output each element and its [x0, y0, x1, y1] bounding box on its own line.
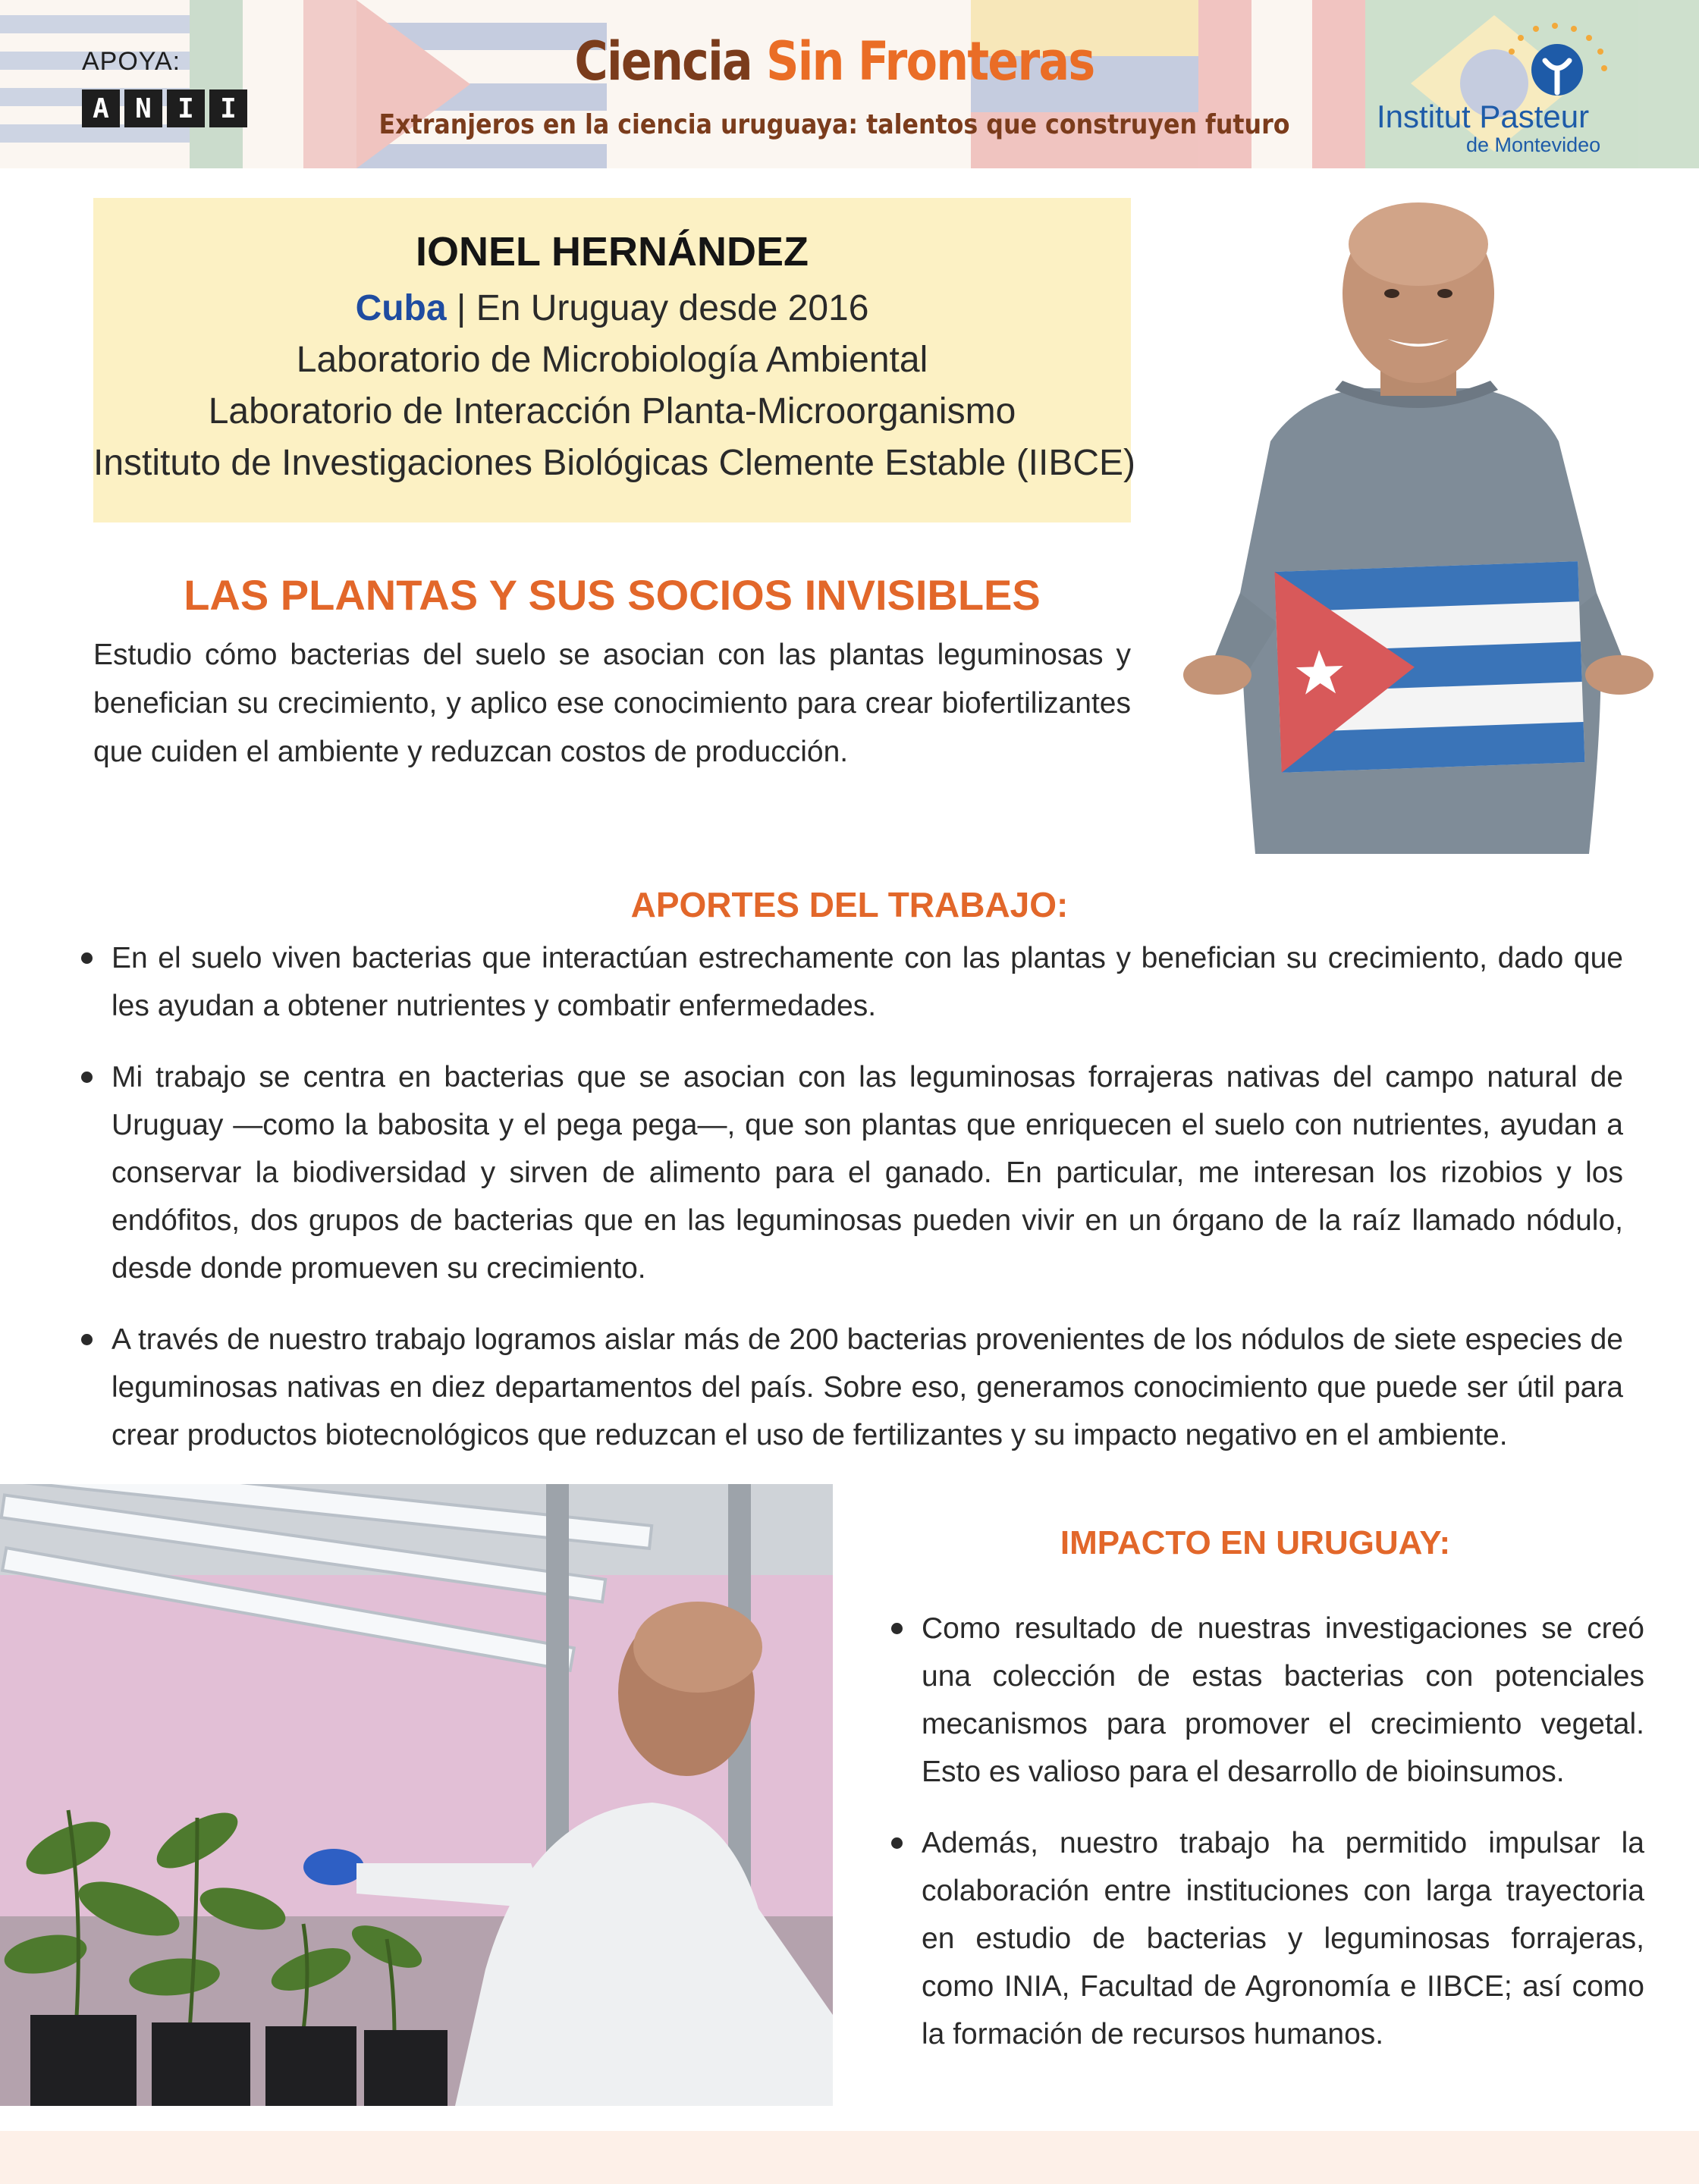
origin-line [93, 287, 1131, 329]
list-item: Como resultado de nuestras investigaciones se creó una colección de estas bacterias con potenciales mecanismos para promover el crecimiento vegetal. Esto es valioso para el desarrollo de bioinsumos. [891, 1605, 1644, 1796]
institution-subname: de Montevideo [1466, 133, 1601, 156]
since-text: En Uruguay desde 2016 [476, 288, 869, 328]
pasteur-emblem-icon [1490, 23, 1627, 106]
aportes-title: APORTES DEL TRABAJO: [630, 885, 1069, 924]
support-label: APOYA: [82, 47, 181, 76]
list-item: A través de nuestro trabajo logramos aislar más de 200 bacterias provenientes de los nódulos de siete especies de leguminosas nativas en diez departamentos del país. Sobre eso, generamos conocimiento que puede ser útil para crear productos biotecnológicos que reduzcan el uso de fertilizantes y su impacto negativo en el ambiente. [81, 1316, 1623, 1459]
aportes-list [81, 934, 1623, 1483]
anii-logo: A N I I [82, 89, 247, 127]
country-name: Cuba [355, 288, 447, 328]
impacto-list [891, 1605, 1644, 2082]
brand-subtitle: Extranjeros en la ciencia uruguaya: talentos que construyen futuro [378, 109, 1290, 140]
institution-name: Institut Pasteur [1377, 99, 1590, 134]
lab-name-2: Laboratorio de Interacción Planta-Microorganismo [208, 391, 1016, 431]
footer-band [0, 2131, 1699, 2184]
header-banner [0, 0, 1699, 168]
list-item: Además, nuestro trabajo ha permitido impulsar la colaboración entre instituciones con larga trayectoria en estudio de bacterias y leguminosas forrajeras, como INIA, Facultad de Agronomía e IIBCE; así como la formación de recursos humanos. [891, 1819, 1644, 2058]
list-item: Mi trabajo se centra en bacterias que se asocian con las leguminosas forrajeras nativas del campo natural de Uruguay —como la babosita y el pega pega—, que son plantas que enriquecen el suelo con nutrientes, ayudan a conservar la biodiversidad y sirven de alimento para el ganado. En particular, me interesan los rizobios y los endófitos, dos grupos de bacterias que en las leguminosas pueden vivir en un órgano de la raíz llamado nódulo, desde donde promueven su crecimiento. [81, 1053, 1623, 1292]
profile-box [93, 198, 1136, 522]
brand-title-word2: Sin Fronteras [766, 30, 1094, 93]
section-title: LAS PLANTAS Y SUS SOCIOS INVISIBLES [184, 571, 1041, 619]
person-name: IONEL HERNÁNDEZ [415, 229, 809, 275]
lab-growth-chamber-photo-icon [0, 1484, 833, 2106]
origin-separator: | [446, 288, 476, 328]
institut-pasteur-logo [1377, 23, 1627, 159]
impacto-title: IMPACTO EN URUGUAY: [1060, 1524, 1451, 1561]
intro-paragraph: Estudio cómo bacterias del suelo se asocian con las plantas leguminosas y benefician su crecimiento, y aplico ese conocimiento para crear biofertilizantes que cuiden el ambiente y reduzcan costos de producción. [93, 639, 1131, 768]
list-item: En el suelo viven bacterias que interactúan estrechamente con las plantas y benefician su crecimiento, dado que les ayudan a obtener nutrientes y combatir enfermedades. [81, 934, 1623, 1030]
lab-name-1: Laboratorio de Microbiología Ambiental [296, 340, 928, 380]
portrait-holding-cuban-flag-icon [1164, 199, 1672, 854]
brand-title [104, 30, 1565, 93]
brand-title-word1: Ciencia [574, 30, 752, 93]
institute-name: Instituto de Investigaciones Biológicas Clemente Estable (IIBCE) [93, 443, 1136, 483]
